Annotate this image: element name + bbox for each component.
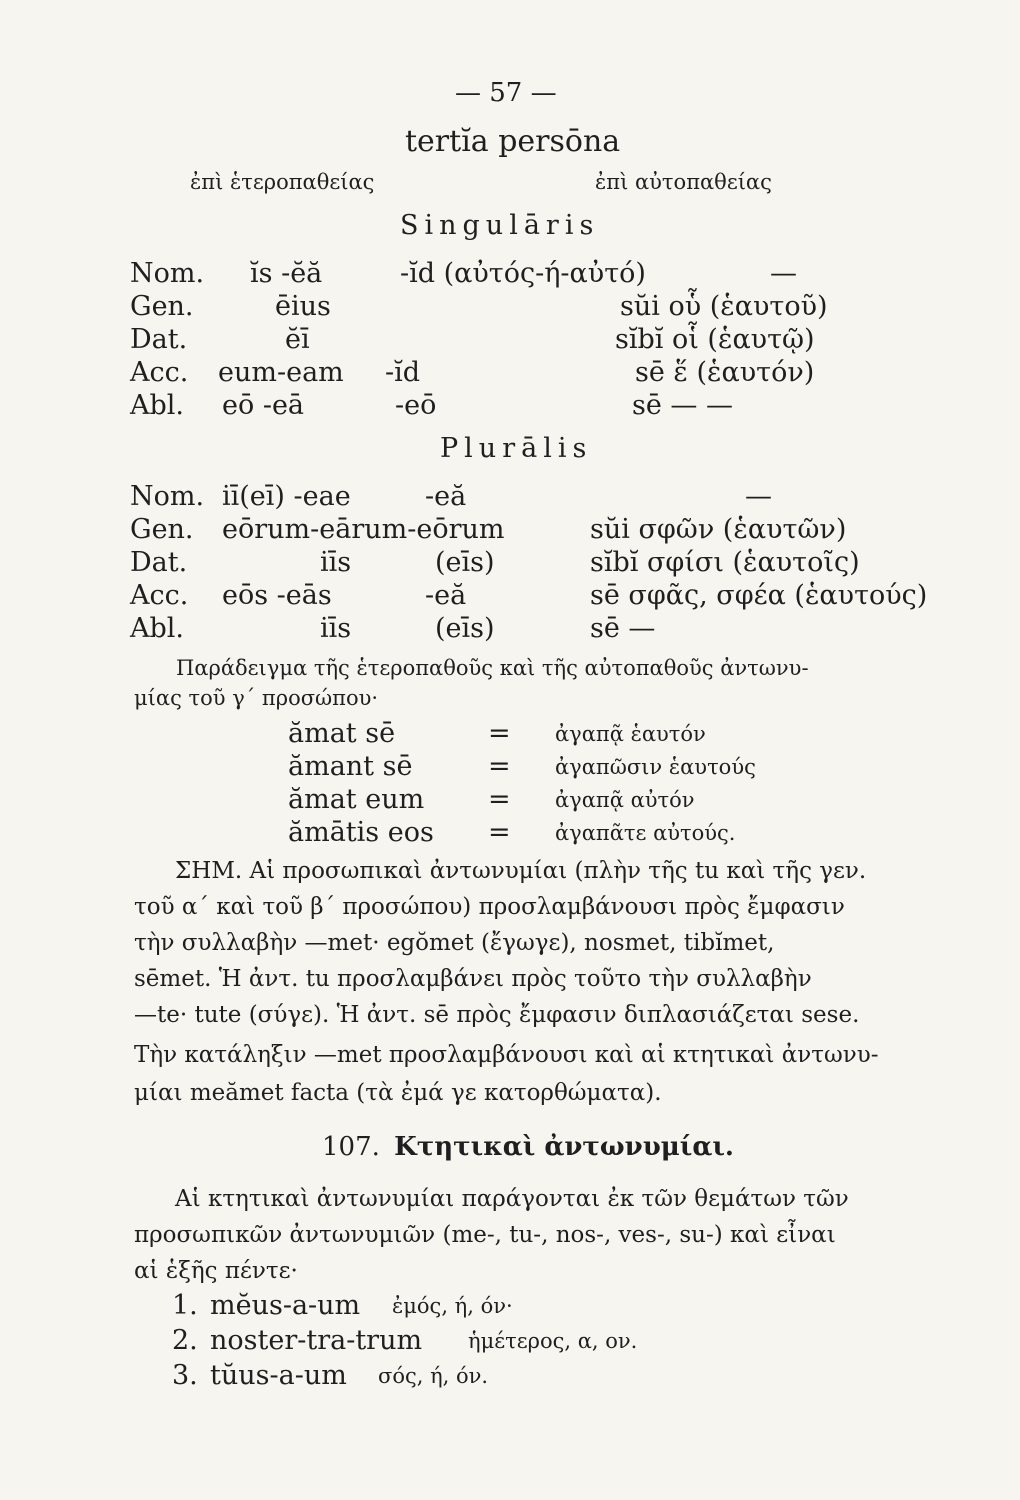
section-text-line: Αἱ κτητικαὶ ἀντωνυμίαι παράγονται ἐκ τῶν θεμάτων τῶν	[175, 1186, 849, 1212]
list-latin: tŭus-a-um	[210, 1360, 347, 1391]
list-latin: noster-tra-trum	[210, 1325, 423, 1356]
example-intro-line2: μίας τοῦ γ΄ προσώπου·	[134, 686, 379, 710]
column-heading-left: ἐπὶ ἑτεροπαθείας	[190, 170, 375, 194]
neuter-form: (eīs)	[435, 547, 495, 578]
example-latin: ămat eum	[288, 784, 425, 815]
case-label: Acc.	[130, 357, 189, 388]
example-latin: ămātis eos	[288, 817, 434, 848]
page-number: — 57 —	[455, 78, 557, 108]
case-label: Abl.	[130, 390, 184, 421]
case-forms: eō -eā	[222, 390, 305, 421]
case-forms: ĕī	[285, 324, 310, 355]
section-title: Κτητικαὶ ἀντωνυμίαι.	[394, 1132, 734, 1162]
case-forms: iīs	[320, 547, 352, 578]
reflexive-form: sĭbĭ οἷ (ἑαυτῷ)	[615, 324, 815, 355]
reflexive-form: sē ἕ (ἑαυτόν)	[635, 357, 815, 388]
list-greek: ἐμός, ή, όν·	[392, 1294, 513, 1318]
column-heading-right: ἐπὶ αὐτοπαθείας	[595, 170, 772, 194]
case-label: Gen.	[130, 514, 194, 545]
neuter-form: -eă	[425, 481, 467, 512]
note-line: τὴν συλλαβὴν —met· egŏmet (ἔγωγε), nosmet, tibĭmet,	[134, 930, 775, 956]
case-forms: ĭs -ĕă	[250, 258, 323, 289]
case-forms: ēius	[275, 291, 331, 322]
case-forms: eōrum-eārum-eōrum	[222, 514, 505, 545]
case-label: Gen.	[130, 291, 194, 322]
example-latin: ămant sē	[288, 751, 413, 782]
neuter-form: -eă	[425, 580, 467, 611]
case-forms: eum-eam	[218, 357, 344, 388]
example-intro-line1: Παράδειγμα τῆς ἑτεροπαθοῦς καὶ τῆς αὐτοπαθοῦς ἀντωνυ-	[176, 656, 809, 680]
neuter-form: -eō	[395, 390, 437, 421]
reflexive-form: —	[745, 481, 772, 512]
example-greek: ἀγαπᾶτε αὐτούς.	[555, 821, 736, 845]
list-number: 3.	[172, 1360, 198, 1391]
reflexive-form: sē — —	[632, 390, 733, 421]
reflexive-form: sē —	[590, 613, 656, 644]
neuter-form: -ĭd (αὐτός-ή-αὐτό)	[400, 258, 646, 289]
singular-heading: Singulāris	[400, 210, 600, 241]
example-greek: ἀγαπῶσιν ἑαυτούς	[555, 755, 756, 779]
list-latin: mĕus-a-um	[210, 1290, 361, 1321]
example-greek: ἀγαπᾷ αὐτόν	[555, 788, 695, 812]
note-line: —te· tute (σύγε). Ἡ ἀντ. sē πρὸς ἔμφασιν διπλασιάζεται sese.	[134, 1002, 860, 1028]
section-text-line: αἱ ἑξῆς πέντε·	[134, 1258, 298, 1284]
case-label: Abl.	[130, 613, 184, 644]
case-label: Dat.	[130, 324, 188, 355]
section-number: 107.	[322, 1132, 380, 1162]
section-heading	[322, 1132, 734, 1162]
reflexive-form: sĭbĭ σφίσι (ἑαυτοῖς)	[590, 547, 860, 578]
note-line: μίαι meămet facta (τὰ ἐμά γε κατορθώματα).	[134, 1080, 662, 1106]
note-line: τοῦ α΄ καὶ τοῦ β΄ προσώπου) προσλαμβάνουσι πρὸς ἔμφασιν	[134, 894, 845, 920]
list-number: 2.	[172, 1325, 198, 1356]
case-label: Nom.	[130, 258, 205, 289]
note-line: sēmet. Ἡ ἀντ. tu προσλαμβάνει πρὸς τοῦτο τὴν συλλαβὴν	[134, 966, 812, 992]
case-label: Acc.	[130, 580, 189, 611]
reflexive-form: sē σφᾶς, σφέα (ἑαυτούς)	[590, 580, 928, 611]
neuter-form: -ĭd	[385, 357, 421, 388]
equals-sign: =	[488, 751, 511, 782]
plural-heading: Plurālis	[440, 433, 593, 464]
case-label: Nom.	[130, 481, 205, 512]
neuter-form: (eīs)	[435, 613, 495, 644]
case-label: Dat.	[130, 547, 188, 578]
note-line: ΣΗΜ. Αἱ προσωπικαὶ ἀντωνυμίαι (πλὴν τῆς tu καὶ τῆς γεν.	[175, 858, 867, 884]
example-greek: ἀγαπᾷ ἑαυτόν	[555, 722, 706, 746]
note-line: Τὴν κατάληξιν —met προσλαμβάνουσι καὶ αἱ κτητικαὶ ἀντωνυ-	[134, 1042, 879, 1068]
list-greek: ἡμέτερος, α, ον.	[468, 1329, 638, 1353]
reflexive-form: sŭi οὗ (ἑαυτοῦ)	[620, 291, 828, 322]
equals-sign: =	[488, 817, 511, 848]
list-greek: σός, ή, όν.	[378, 1364, 489, 1388]
case-forms: eōs -eās	[222, 580, 332, 611]
page-title: tertĭa persōna	[405, 124, 621, 159]
list-number: 1.	[172, 1290, 198, 1321]
example-latin: ămat sē	[288, 718, 396, 749]
equals-sign: =	[488, 784, 511, 815]
reflexive-form: —	[770, 258, 797, 289]
case-forms: iī(eī) -eae	[222, 481, 351, 512]
reflexive-form: sŭi σφῶν (ἑαυτῶν)	[590, 514, 847, 545]
section-text-line: προσωπικῶν ἀντωνυμιῶν (me-, tu-, nos-, ves-, su-) καὶ εἶναι	[134, 1222, 836, 1248]
case-forms: iīs	[320, 613, 352, 644]
equals-sign: =	[488, 718, 511, 749]
